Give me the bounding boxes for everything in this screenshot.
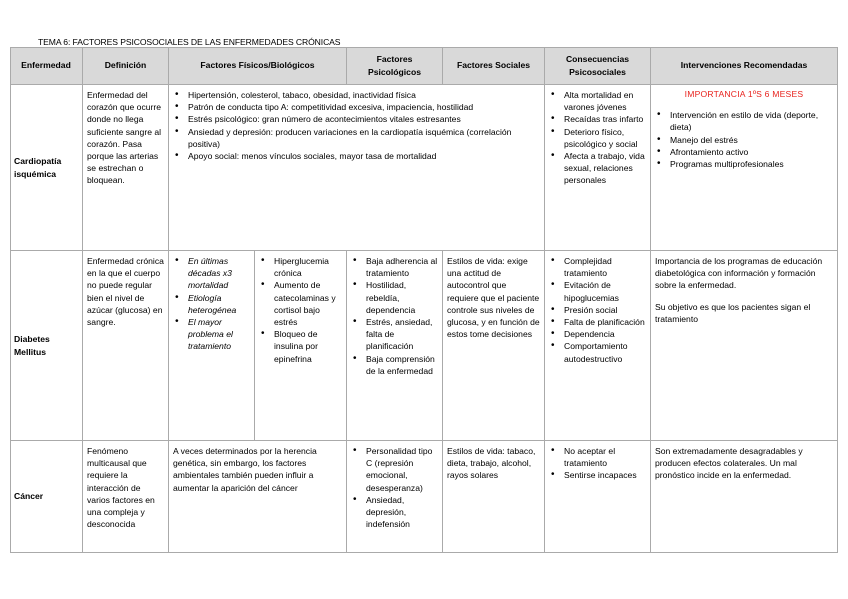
list-item: • Ansiedad y depresión: producen variaciones en la cardiopatía isquémica (correlación positiva) <box>173 126 540 150</box>
cardiopatia-consecuencias <box>545 85 651 251</box>
list-item: • Dependencia <box>549 328 646 340</box>
list-item: • Etiología heterogénea <box>173 292 250 316</box>
cancer-factores-fisicos: A veces determinados por la herencia genética, sin embargo, los factores ambientales también pueden influir a aumentar la aparición del cáncer <box>169 441 347 553</box>
cancer-definicion: Fenómeno multicausal que requiere la interacción de varios factores en una compleja y desconocida <box>83 441 169 553</box>
header-definicion: Definición <box>83 47 169 85</box>
list-item: • Baja adherencia al tratamiento <box>351 255 438 279</box>
list-item: • Hipertensión, colesterol, tabaco, obesidad, inactividad física <box>173 89 540 101</box>
header-factores-psicologicos: Factores Psicológicos <box>347 47 443 85</box>
cancer-consecuencias <box>545 441 651 553</box>
list-item: • Recaídas tras infarto <box>549 113 646 125</box>
cancer-intervenciones: Son extremadamente desagradables y producen efectos colaterales. Un mal pronóstico incide en la enfermedad. <box>651 441 838 553</box>
row-cancer-name: Cáncer <box>10 441 83 553</box>
intervencion-paragraph: Su objetivo es que los pacientes sigan el tratamiento <box>655 301 811 324</box>
list-item: • Alta mortalidad en varones jóvenes <box>549 89 646 113</box>
cardiopatia-factores <box>169 85 545 251</box>
list-item: • Hiperglucemia crónica <box>259 255 342 279</box>
list-item: • Patrón de conducta tipo A: competitividad excesiva, impaciencia, hostilidad <box>173 101 540 113</box>
list-item: • Estrés psicológico: gran número de acontecimientos vitales estresantes <box>173 113 540 125</box>
list-item: • Intervención en estilo de vida (deporte, dieta) <box>655 109 833 133</box>
header-intervenciones: Intervenciones Recomendadas <box>651 47 838 85</box>
list-item: • Evitación de hipoglucemias <box>549 279 646 303</box>
intervencion-paragraph: Importancia de los programas de educación diabetológica con información y formación sobre la enfermedad. <box>655 256 823 291</box>
list-item: • Personalidad tipo C (represión emocional, desesperanza) <box>351 445 438 494</box>
list-item: • Deterioro físico, psicológico y social <box>549 126 646 150</box>
diabetes-definicion: Enfermedad crónica en la que el cuerpo no puede regular bien el nivel de azúcar (glucosa) en sangre. <box>83 251 169 441</box>
list-item: • Presión social <box>549 304 646 316</box>
list-item: • Afrontamiento activo <box>655 146 833 158</box>
list-item: • Hostilidad, rebeldía, dependencia <box>351 279 438 316</box>
factors-table <box>10 47 838 553</box>
cardiopatia-definicion: Enfermedad del corazón que ocurre donde no llega suficiente sangre al corazón. Pasa porque las arterias se estrechan o bloquean. <box>83 85 169 251</box>
list-item: • El mayor problema el tratamiento <box>173 316 250 353</box>
header-consecuencias: Consecuencias Psicosociales <box>545 47 651 85</box>
diabetes-factores-fisicos-a <box>169 251 255 441</box>
page-title: TEMA 6: FACTORES PSICOSOCIALES DE LAS ENFERMEDADES CRÓNICAS <box>38 37 341 47</box>
list-item: • Estrés, ansiedad, falta de planificación <box>351 316 438 353</box>
list-item: • No aceptar el tratamiento <box>549 445 646 469</box>
list-item: • Complejidad tratamiento <box>549 255 646 279</box>
diabetes-factores-fisicos-b <box>255 251 347 441</box>
row-cardiopatia-name: Cardiopatía isquémica <box>10 85 83 251</box>
list-item: • Comportamiento autodestructivo <box>549 340 646 364</box>
importancia-note: IMPORTANCIA 1ºS 6 MESES <box>684 89 804 99</box>
list-item: • Manejo del estrés <box>655 134 833 146</box>
list-item: • Baja comprensión de la enfermedad <box>351 353 438 377</box>
header-enfermedad: Enfermedad <box>10 47 83 85</box>
cancer-factores-psicologicos <box>347 441 443 553</box>
list-item: • Sentirse incapaces <box>549 469 646 481</box>
cardiopatia-intervenciones <box>651 85 838 251</box>
diabetes-intervenciones <box>651 251 838 441</box>
cancer-factores-sociales: Estilos de vida: tabaco, dieta, trabajo, alcohol, rayos solares <box>443 441 545 553</box>
list-item: • Afecta a trabajo, vida sexual, relaciones personales <box>549 150 646 187</box>
list-item: • Aumento de catecolaminas y cortisol bajo estrés <box>259 279 342 328</box>
list-item: • En últimas décadas x3 mortalidad <box>173 255 250 292</box>
row-diabetes-name: Diabetes Mellitus <box>10 251 83 441</box>
diabetes-factores-sociales: Estilos de vida: exige una actitud de autocontrol que requiere que el paciente controle sus niveles de glucosa, y en función de estos tome decisiones <box>443 251 545 441</box>
list-item: • Ansiedad, depresión, indefensión <box>351 494 438 531</box>
header-factores-fisicos: Factores Físicos/Biológicos <box>169 47 347 85</box>
list-item: • Bloqueo de insulina por epinefrina <box>259 328 342 365</box>
list-item: • Falta de planificación <box>549 316 646 328</box>
list-item: • Apoyo social: menos vínculos sociales, mayor tasa de mortalidad <box>173 150 540 162</box>
diabetes-factores-psicologicos <box>347 251 443 441</box>
diabetes-consecuencias <box>545 251 651 441</box>
list-item: • Programas multiprofesionales <box>655 158 833 170</box>
header-factores-sociales: Factores Sociales <box>443 47 545 85</box>
